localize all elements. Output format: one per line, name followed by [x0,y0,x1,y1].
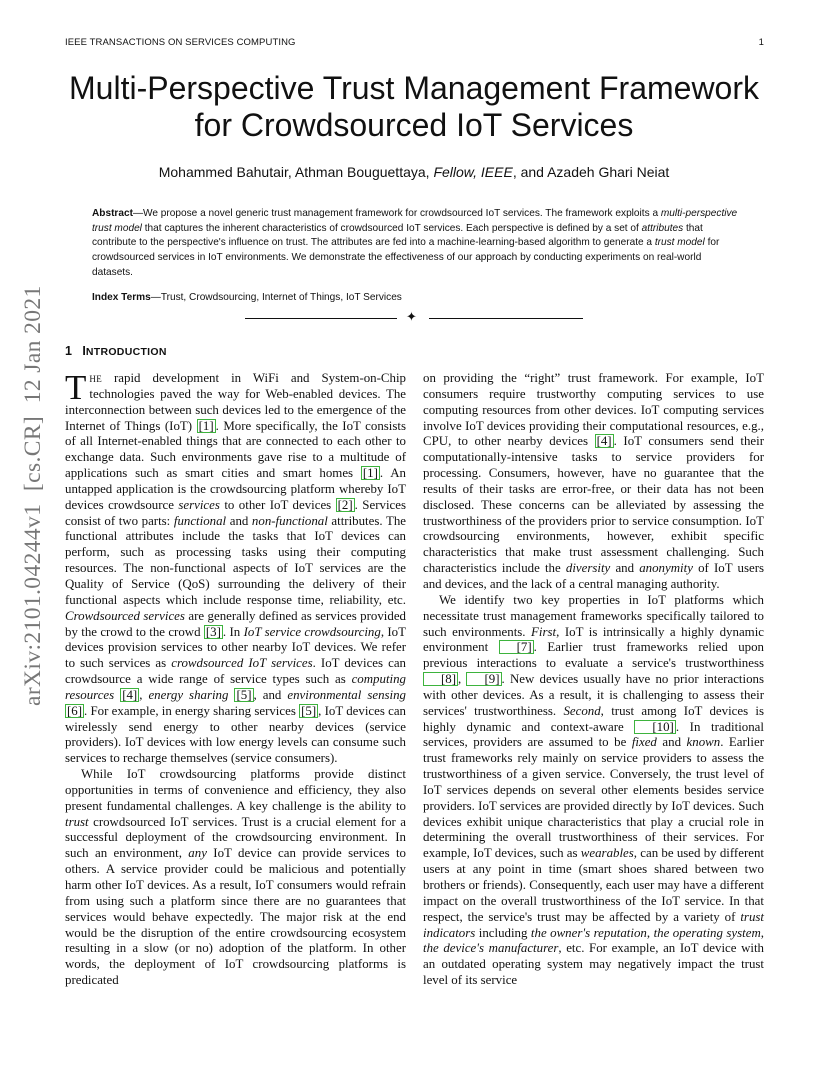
body-text: rapid development in WiFi and System-on-Chip technologies paved the way for Web-enabled devices. The interconnection between such devices led to the emergence of the Internet of Things (IoT) [65,371,406,433]
emphasis: fixed [631,735,657,750]
citation-link[interactable]: [3] [205,624,221,639]
running-header-journal: IEEE TRANSACTIONS ON SERVICES COMPUTING [65,37,296,48]
separator-rule-right [429,318,583,319]
separator-ornament: ✦ [406,310,417,325]
abstract-text: that captures the inherent characteristics of crowdsourced IoT services. Each perspective is defined by a set of [141,222,642,234]
body-text: , [646,925,654,940]
drop-cap: T [65,368,87,407]
abstract-text: for crowdsourced services in IoT environments. We demonstrate the effectiveness of our approach by conducting experiments on real-world datasets. [92,237,720,278]
emphasis: Second [563,703,601,718]
abstract-emphasis: attributes [641,222,684,234]
body-text: . Services consist of two parts: [65,497,406,528]
emphasis: trust [65,814,89,829]
citation-link[interactable]: [10] [634,720,675,734]
emphasis: anonymity [639,561,693,576]
body-text: , IoT is intrinsically a highly dynamic environment [423,624,765,655]
body-text: attributes. The functional attributes include the tasks that IoT devices can perform, such as processing tasks using their computing resources. The non-functional aspects of IoT services are the Quality of Service (QoS) surrounding the delivery of their functional aspects which include response time, reliability, etc. [65,513,406,607]
body-text: , trust among IoT devices is highly dynamic and context-aware [423,703,765,734]
authors-text-end: , and Azadeh Ghari Neiat [512,164,670,180]
section-heading-introduction [65,343,167,360]
abstract-emphasis: trust model [654,237,705,249]
emphasis: trust indicators [423,909,764,940]
body-text: , [760,925,764,940]
index-terms [92,291,738,305]
abstract-text: that contribute to the perspective's influence on trust. The attributes are fed into a machine-learning-based algorithm to generate a [92,222,703,249]
body-text: are generally defined as services provided by the crowd to the crowd [65,608,406,639]
emphasis: the operating system [653,925,761,940]
body-text: , and [253,687,288,702]
author-list [40,163,788,181]
title-line-2: for Crowdsourced IoT Services [194,107,634,143]
body-text: . More specifically, the IoT consists of all Internet-enabled things that are connected to each other to exchange data. Such environments gave rise to a multitude of applications such as smart cities and smart homes [65,418,407,481]
abstract [92,207,738,281]
citation-link[interactable]: [8] [423,672,458,686]
emphasis: environmental sensing [287,687,406,702]
body-text: . Earlier trust frameworks relied upon previous interactions to evaluate a service's trustworthiness [423,640,764,671]
emphasis: diversity [565,561,611,576]
body-text: , [139,687,149,702]
separator-rule-left [245,318,397,319]
body-text: of IoT users and devices, and the lack of a central managing authority. [423,561,765,591]
body-text: While IoT crowdsourcing platforms provide distinct opportunities in terms of convenience and efficiency, they also present fundamental challenges. A key challenge is the ability to [65,767,406,813]
body-text: , IoT devices provision services to other nearby IoT devices. We refer to such services as [65,624,407,671]
index-terms-label: Index Terms [92,292,151,303]
page-number: 1 [758,37,764,48]
intro-paragraph-3 [423,371,764,593]
body-text: , IoT devices can wirelessly send energy to other nearby devices (service providers). IoT devices with low energy levels can consume such services to recharge themselves (service consumers). [65,703,407,766]
emphasis: the device's manufacturer [423,941,559,956]
body-text: and [656,735,687,750]
abstract-text: —We propose a novel generic trust management framework for crowdsourced IoT services. The framework exploits a [132,208,661,219]
section-title-rest: NTRODUCTION [85,346,167,358]
citation-link[interactable]: [1] [362,466,378,481]
body-text: . An untapped application is the crowdsourcing platform whereby IoT devices crowdsource [65,466,406,512]
emphasis: wearables [580,846,634,861]
abstract-emphasis: multi-perspective trust model [92,208,738,234]
emphasis: computing resources [65,672,406,702]
citation-link[interactable]: [9] [466,672,501,686]
citation-link[interactable]: [5] [301,703,317,718]
index-terms-text: —Trust, Crowdsourcing, Internet of Things, IoT Services [150,292,402,303]
body-text: . New devices usually have no prior interactions with other devices. As a result, it is challenging to assess their services' trustworthiness. [423,672,764,718]
emphasis: any [188,846,207,861]
emphasis: energy sharing [148,687,229,702]
right-column [423,371,764,989]
body-text: . In traditional services, providers are assumed to be [423,719,764,750]
citation-link[interactable]: [4] [122,687,138,702]
body-text: , [458,672,467,687]
citation-link[interactable]: [6] [67,703,83,718]
body-text: We identify two key properties in IoT platforms which necessitate trust management frameworks specifically tailored to such environments. [423,592,764,639]
body-text: . For example, in energy sharing services [84,703,300,718]
emphasis: known [686,735,721,750]
section-title-initial: I [82,344,86,358]
citation-link[interactable]: [7] [499,640,534,654]
body-text: and [226,513,252,528]
emphasis: First [531,624,557,639]
body-text: . IoT devices can crowdsource a wide range of service types such as [65,656,407,687]
body-text: . IoT consumers send their computationally-intensive tasks to service providers for processing. Consumers, however, have no guarantee that the results of their tasks are error-free, or their data has not been disclosed. These concerns can be alleviated by assessing the trustworthiness of the providers prior to service consumption. IoT crowdsourcing environments, however, exhibit specific characteristics that make trust assessment challenging. Such characteristics include the [423,434,764,576]
emphasis: crowdsourced IoT services [171,656,313,671]
emphasis: the owner's reputation [530,925,647,940]
citation-link[interactable]: [4] [596,434,612,449]
abstract-label: Abstract [92,208,133,219]
body-text: on providing the “right” trust framework. For example, IoT consumers require trustworthy computing services to use computing resources from other devices. IoT computing services involve IoT devices providing their computational resources, e.g., CPU, to other nearby devices [423,371,764,449]
emphasis: services [178,497,220,512]
intro-paragraph-2 [65,767,406,989]
body-text: , can be used by different users at any point in time (smart shoes shared between two brothers or friends). Consequently, each user may have a different impact on the overall trustworthiness of the IoT service. In that respect, the service's trust may be affected by a variety of [423,846,764,924]
body-text: to other IoT devices [219,497,336,512]
emphasis: IoT service crowdsourcing [243,624,381,639]
arxiv-identifier-stamp[interactable]: arXiv:2101.04244v1 [cs.CR] 12 Jan 2021 [20,285,46,706]
citation-link[interactable]: [5] [236,687,252,702]
paper-title [40,70,788,144]
body-text: , etc. For example, an IoT device with an outdated operating system may negatively impact the trust level of its service [423,941,765,988]
emphasis: functional [173,513,227,528]
intro-paragraph-4 [423,593,764,989]
body-text: including [475,925,531,940]
intro-paragraph-1 [65,368,407,767]
emphasis: non-functional [251,513,328,528]
body-text: and [610,561,640,576]
section-number: 1 [65,344,72,358]
citation-link[interactable]: [1] [198,418,214,433]
title-line-1: Multi-Perspective Trust Management Framework [69,70,759,106]
body-text: crowdsourced IoT services. Trust is a crucial element for a successful deployment of the crowdsourcing environment. In such an environment, [65,814,406,861]
body-text: IoT device can provide services to others. A service provider could be malicious and potentially harm other IoT devices. As a result, IoT consumers would refrain from using such a platform since there are no guarantees that services would behave expectedly. The major risk at the end would be the disruption of the entire crowdsourcing ecosystem resulting in a slow (or no) adoption of the platform. In other words, the deployment of IoT crowdsourcing platforms is predicated [65,846,406,988]
left-column [65,368,407,989]
smallcaps-text: he [89,371,102,385]
body-text: . Earlier trust frameworks rely mainly on service providers to assess the trustworthiness of a given service. Conversely, the trust level of IoT services depends on several other elements besides service providers. IoT services are provided directly by IoT devices. Such devices exhibit unique characteristics that play a crucial role in determining the overall trustworthiness of their services. For example, IoT devices, such as [423,735,764,861]
body-text: . In [222,624,244,639]
authors-text: Mohammed Bahutair, Athman Bouguettaya, [158,164,434,180]
author-fellow-title: Fellow, IEEE [433,164,513,180]
citation-link[interactable]: [2] [337,497,353,512]
emphasis: Crowdsourced services [65,608,185,623]
